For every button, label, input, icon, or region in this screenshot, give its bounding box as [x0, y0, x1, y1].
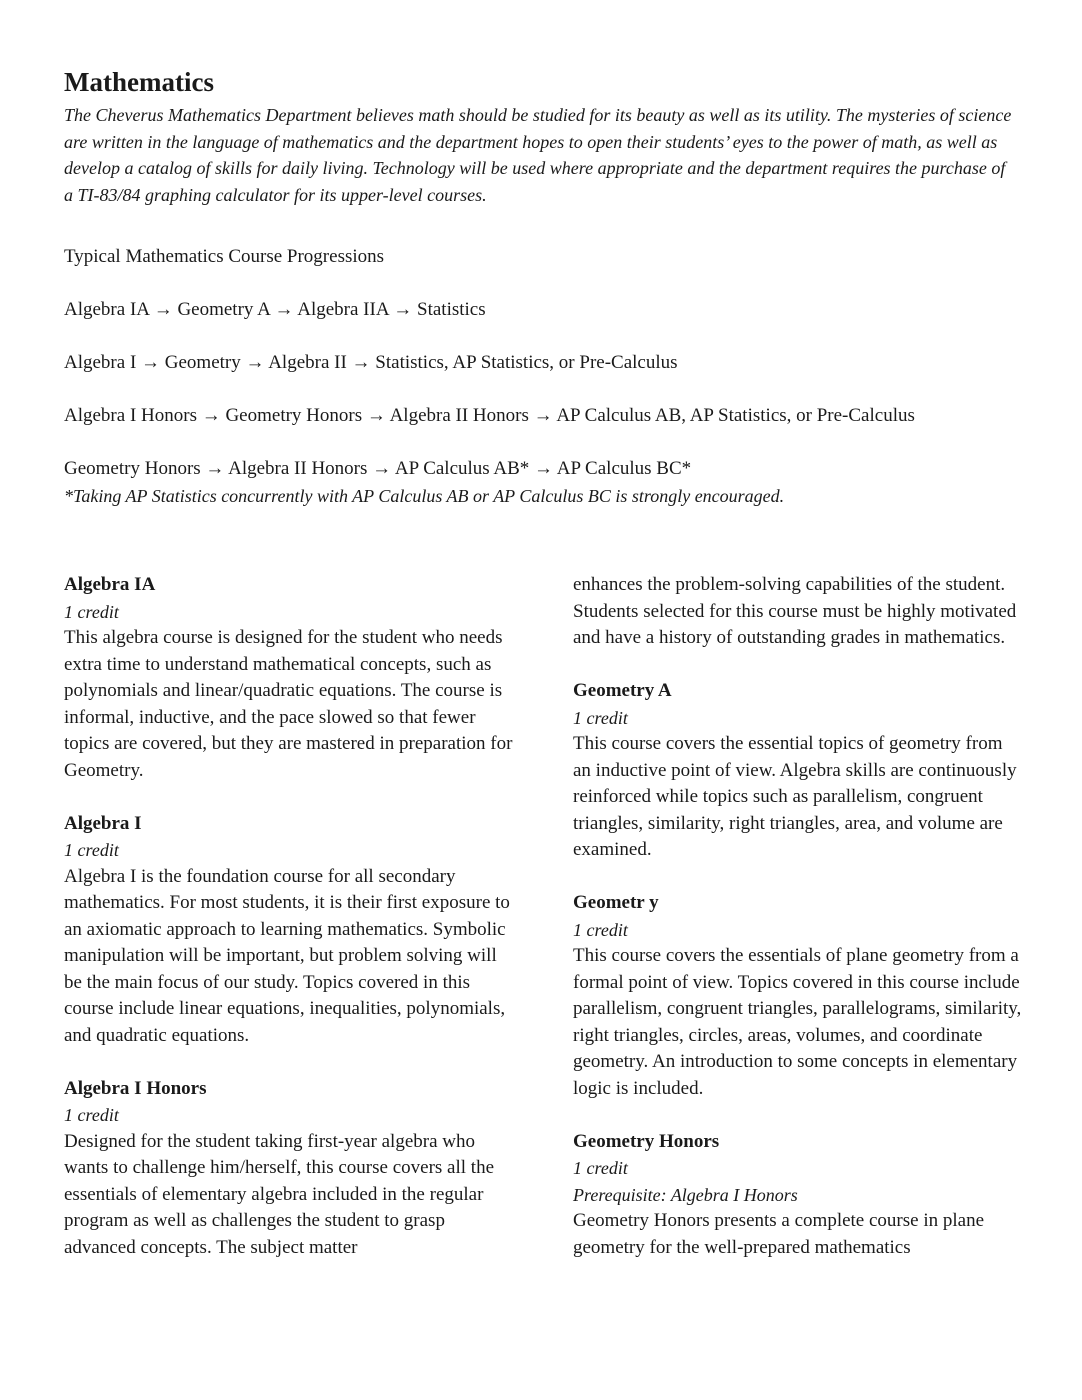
course-geometry [573, 890, 1023, 1102]
course-prerequisite: Prerequisite: Algebra I Honors [573, 1184, 798, 1205]
left-column [64, 572, 514, 1288]
course-title: Algebra I [64, 812, 142, 834]
course-algebra-i [64, 811, 514, 1050]
progression-note: *Taking AP Statistics concurrently with AP Calculus AB or AP Calculus BC is strongly encouraged. [64, 485, 785, 506]
course-description: This course covers the essentials of plane geometry from a formal point of view. Topics covered in this course include parallelism, congruent triangles, parallelograms, similarity, right triangles, circles, areas, volumes, and coordinate geometry. An introduction to some concepts in elementary logic is included. [573, 945, 1022, 1099]
course-credit: 1 credit [64, 840, 119, 860]
department-intro: The Cheverus Mathematics Department believes math should be studied for its beauty as well as its utility. The mysteries of science are written in the language of mathematics and the department hopes to open their students’ eyes to the power of math, as well as develop a catalog of skills for daily living. Technology will be used where appropriate and the department requires the purchase of a TI-83/84 graphing calculator for its upper-level courses. [64, 105, 1012, 205]
course-description: Algebra I is the foundation course for all secondary mathematics. For most students, it is their first exposure to an axiomatic approach to learning mathematics. Symbolic manipulation will be important, but problem solving will be the main focus of our study. Topics covered in this course include linear equations, inequalities, polynomials, and quadratic equations. [64, 865, 510, 1046]
course-credit: 1 credit [573, 1158, 628, 1178]
course-description: Geometry Honors presents a complete course in plane geometry for the well-prepared mathematics [573, 1210, 985, 1258]
course-title: Algebra IA [64, 574, 156, 595]
page-header-section [64, 62, 1024, 509]
progression-path-4: Geometry Honors → Algebra II Honors → AP Calculus AB* → AP Calculus BC* [64, 458, 692, 479]
page-title: Mathematics [64, 67, 214, 97]
course-description: This algebra course is designed for the student who needs extra time to understand mathematical concepts, such as polynomials and linear/quadratic equations. The course is informal, inductive, and the pace slowed so that fewer topics are covered, but they are mastered in preparation for Geometry. [64, 627, 513, 781]
course-title: Geometr y [573, 892, 659, 913]
course-algebra-ia [64, 572, 514, 784]
course-geometry-honors [573, 1129, 1023, 1262]
course-title: Geometry A [573, 680, 672, 701]
course-title: Algebra I Honors [64, 1077, 207, 1099]
progression-path-3: Algebra I Honors → Geometry Honors → Algebra II Honors → AP Calculus AB, AP Statistics, or Pre-Calculus [64, 405, 915, 426]
progression-path-2: Algebra I → Geometry → Algebra II → Statistics, AP Statistics, or Pre-Calculus [64, 352, 678, 373]
course-algebra-i-honors [64, 1076, 514, 1262]
course-credit: 1 credit [64, 601, 119, 622]
course-geometry-a [573, 678, 1023, 864]
course-credit: 1 credit [573, 707, 628, 728]
continued-description: enhances the problem-solving capabilities of the student. Students selected for this course must be highly motivated and have a history of outstanding grades in mathematics. [573, 574, 1017, 648]
course-description: Designed for the student taking first-year algebra who wants to challenge him/herself, this course covers all the essentials of elementary algebra included in the regular program as well as challenges the student to grasp advanced concepts. The subject matter [64, 1130, 495, 1258]
right-column [573, 572, 1023, 1288]
course-description: This course covers the essential topics of geometry from an inductive point of view. Algebra skills are continuously reinforced while topics such as parallelism, congruent triangles, similarity, right triangles, area, and volume are examined. [573, 733, 1017, 860]
progression-path-1: Algebra IA → Geometry A → Algebra IIA → Statistics [64, 299, 486, 320]
course-credit: 1 credit [64, 1105, 119, 1125]
progressions-heading: Typical Mathematics Course Progressions [64, 246, 385, 267]
course-title: Geometry Honors [573, 1130, 720, 1152]
course-credit: 1 credit [573, 919, 628, 940]
